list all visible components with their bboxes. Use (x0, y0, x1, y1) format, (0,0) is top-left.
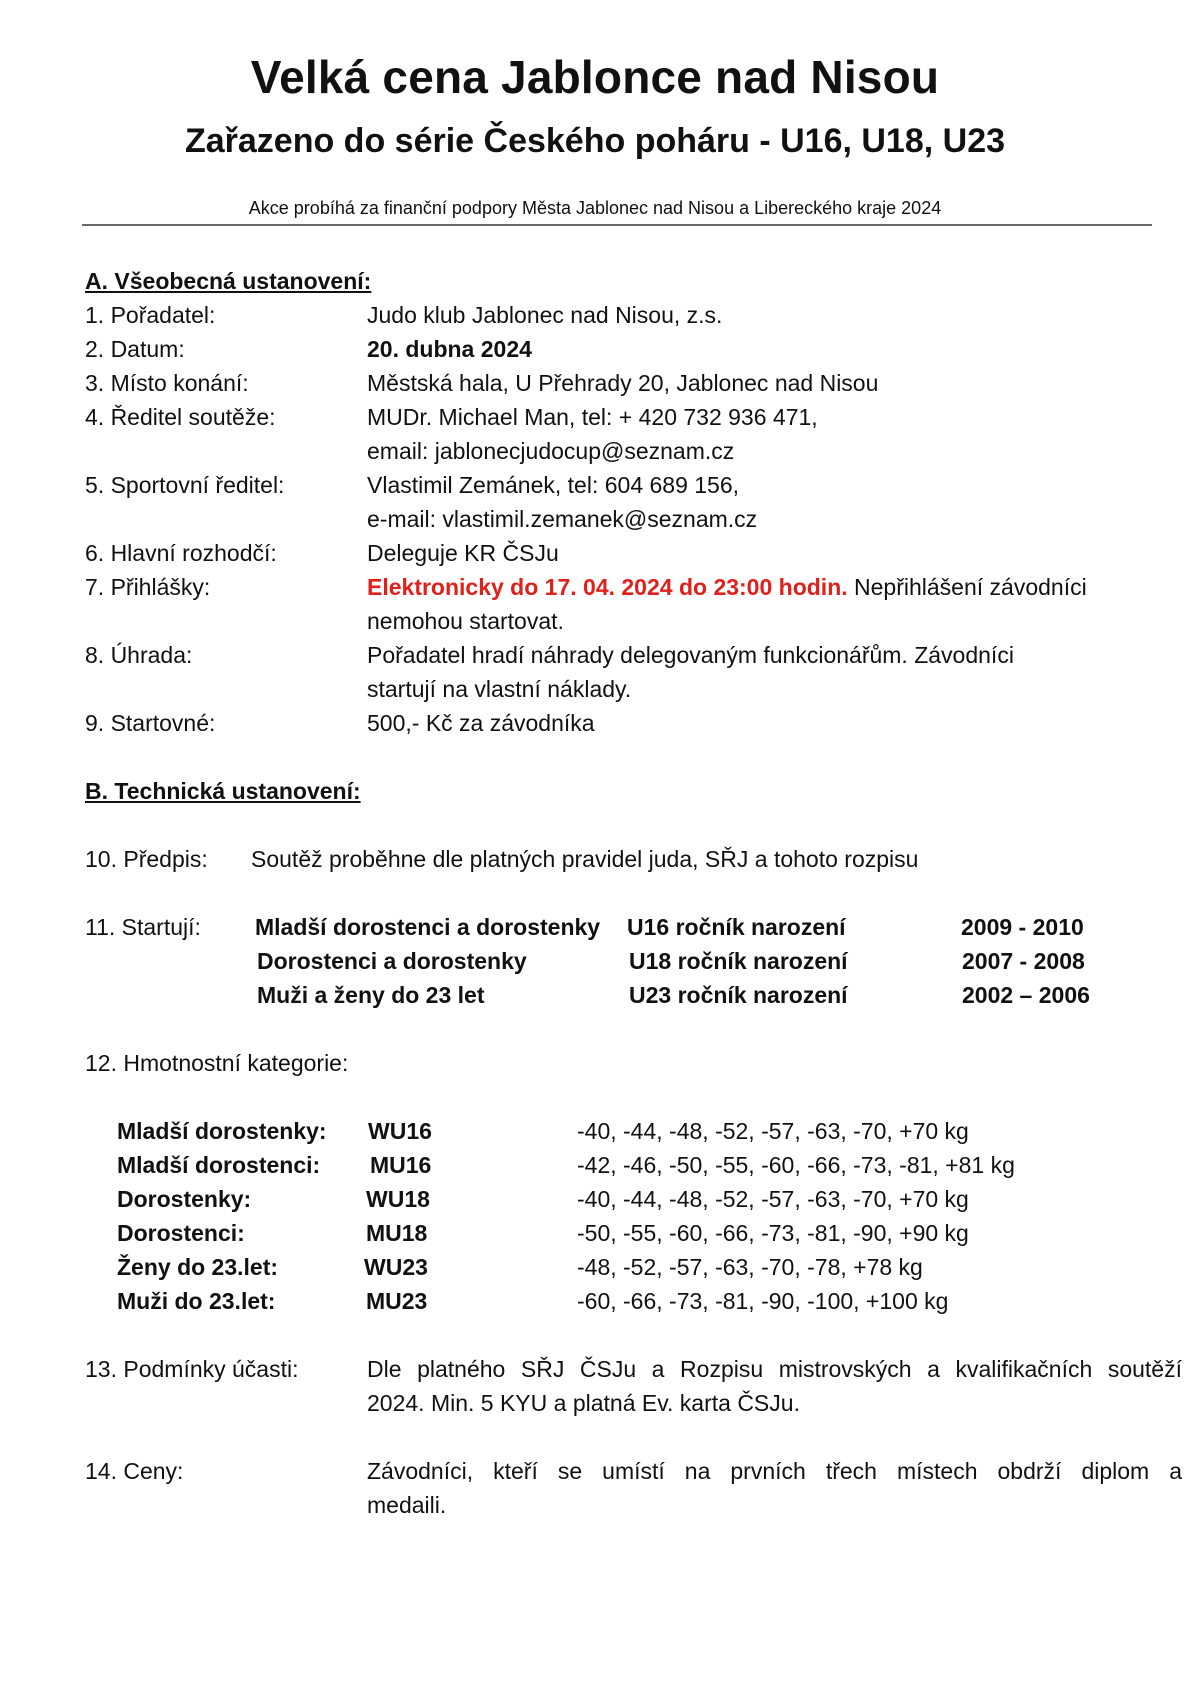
weight-class-code: WU18 (366, 1186, 430, 1212)
funding-note: Akce probíhá za finanční podpory Města Jablonec nad Nisou a Libereckého kraje 2024 (248, 198, 942, 218)
startuji-category: U18 ročník narození (629, 948, 848, 974)
weight-class-code: WU16 (368, 1118, 432, 1144)
startuji-group: Mladší dorostenci a dorostenky (255, 914, 601, 940)
document-title: Velká cena Jablonce nad Nisou (250, 51, 940, 103)
weight-class-name: Mladší dorostenky: (117, 1118, 327, 1144)
item-value: Nepřihlášení závodníci (847, 574, 1087, 600)
weight-class-name: Dorostenky: (117, 1186, 252, 1212)
item-label: 8. Úhrada: (85, 642, 193, 668)
weight-class-name: Dorostenci: (117, 1220, 245, 1246)
weight-class-code: MU16 (370, 1152, 432, 1178)
item-value: medaili. (367, 1492, 447, 1518)
weight-class-weights: -40, -44, -48, -52, -57, -63, -70, +70 kg (577, 1118, 969, 1144)
item-value: Vlastimil Zemánek, tel: 604 689 156, (367, 472, 740, 498)
item-label: 6. Hlavní rozhodčí: (85, 540, 277, 566)
weight-class-name: Ženy do 23.let: (117, 1254, 279, 1280)
item-value: Závodníci, kteří se umístí na prvních třech místech obdrží diplom a (367, 1458, 1182, 1484)
registration-deadline: Elektronicky do 17. 04. 2024 do 23:00 hodin. (367, 574, 848, 600)
weight-class-weights: -60, -66, -73, -81, -90, -100, +100 kg (577, 1288, 949, 1314)
item-label: 1. Pořadatel: (85, 302, 216, 328)
item-value: Judo klub Jablonec nad Nisou, z.s. (367, 302, 723, 328)
document-subtitle: Zařazeno do série Českého poháru - U16, U18, U23 (184, 122, 1006, 160)
item-value: nemohou startovat. (367, 608, 564, 634)
section-b-heading: B. Technická ustanovení: (85, 778, 361, 804)
item-label: 7. Přihlášky: (85, 574, 211, 600)
item-value: 500,- Kč za závodníka (367, 710, 595, 736)
item-value: MUDr. Michael Man, tel: + 420 732 936 471, (367, 404, 818, 430)
item-label: 9. Startovné: (85, 710, 216, 736)
item-label: 4. Ředitel soutěže: (85, 404, 276, 430)
item-value: Pořadatel hradí náhrady delegovaným funkcionářům. Závodníci (367, 642, 1014, 668)
item-value: e-mail: vlastimil.zemanek@seznam.cz (367, 506, 758, 532)
item-label: 14. Ceny: (85, 1458, 184, 1484)
weight-class-weights: -48, -52, -57, -63, -70, -78, +78 kg (577, 1254, 923, 1280)
startuji-category: U23 ročník narození (629, 982, 848, 1008)
registration-line (367, 570, 1087, 604)
item-label: 12. Hmotnostní kategorie: (85, 1050, 349, 1076)
event-date: 20. dubna 2024 (367, 336, 532, 362)
startuji-group: Dorostenci a dorostenky (257, 948, 527, 974)
startuji-years: 2009 - 2010 (961, 914, 1084, 940)
item-value: email: jablonecjudocup@seznam.cz (367, 438, 735, 464)
weight-class-code: MU18 (366, 1220, 428, 1246)
item-label: 5. Sportovní ředitel: (85, 472, 285, 498)
item-label: 2. Datum: (85, 336, 185, 362)
weight-class-weights: -42, -46, -50, -55, -60, -66, -73, -81, +81 kg (577, 1152, 1015, 1178)
weight-class-weights: -40, -44, -48, -52, -57, -63, -70, +70 kg (577, 1186, 969, 1212)
startuji-category: U16 ročník narození (627, 914, 846, 940)
weight-class-code: WU23 (364, 1254, 428, 1280)
weight-class-code: MU23 (366, 1288, 428, 1314)
weight-class-name: Muži do 23.let: (117, 1288, 276, 1314)
item-value: Deleguje KR ČSJu (367, 540, 559, 566)
startuji-group: Muži a ženy do 23 let (257, 982, 485, 1008)
weight-class-weights: -50, -55, -60, -66, -73, -81, -90, +90 kg (577, 1220, 969, 1246)
item-label: 10. Předpis: (85, 846, 208, 872)
header-divider (82, 224, 1152, 226)
startuji-years: 2007 - 2008 (962, 948, 1085, 974)
item-label: 3. Místo konání: (85, 370, 249, 396)
section-a-heading: A. Všeobecná ustanovení: (85, 268, 372, 294)
item-label: 11. Startují: (85, 914, 201, 940)
item-value: Městská hala, U Přehrady 20, Jablonec nad Nisou (367, 370, 879, 396)
item-value: startují na vlastní náklady. (367, 676, 632, 702)
startuji-years: 2002 – 2006 (962, 982, 1090, 1008)
item-value: Dle platného SŘJ ČSJu a Rozpisu mistrovských a kvalifikačních soutěží (367, 1356, 1182, 1382)
item-value: 2024. Min. 5 KYU a platná Ev. karta ČSJu. (367, 1390, 800, 1416)
weight-class-name: Mladší dorostenci: (117, 1152, 321, 1178)
item-label: 13. Podmínky účasti: (85, 1356, 299, 1382)
item-value: Soutěž proběhne dle platných pravidel juda, SŘJ a tohoto rozpisu (251, 846, 919, 872)
